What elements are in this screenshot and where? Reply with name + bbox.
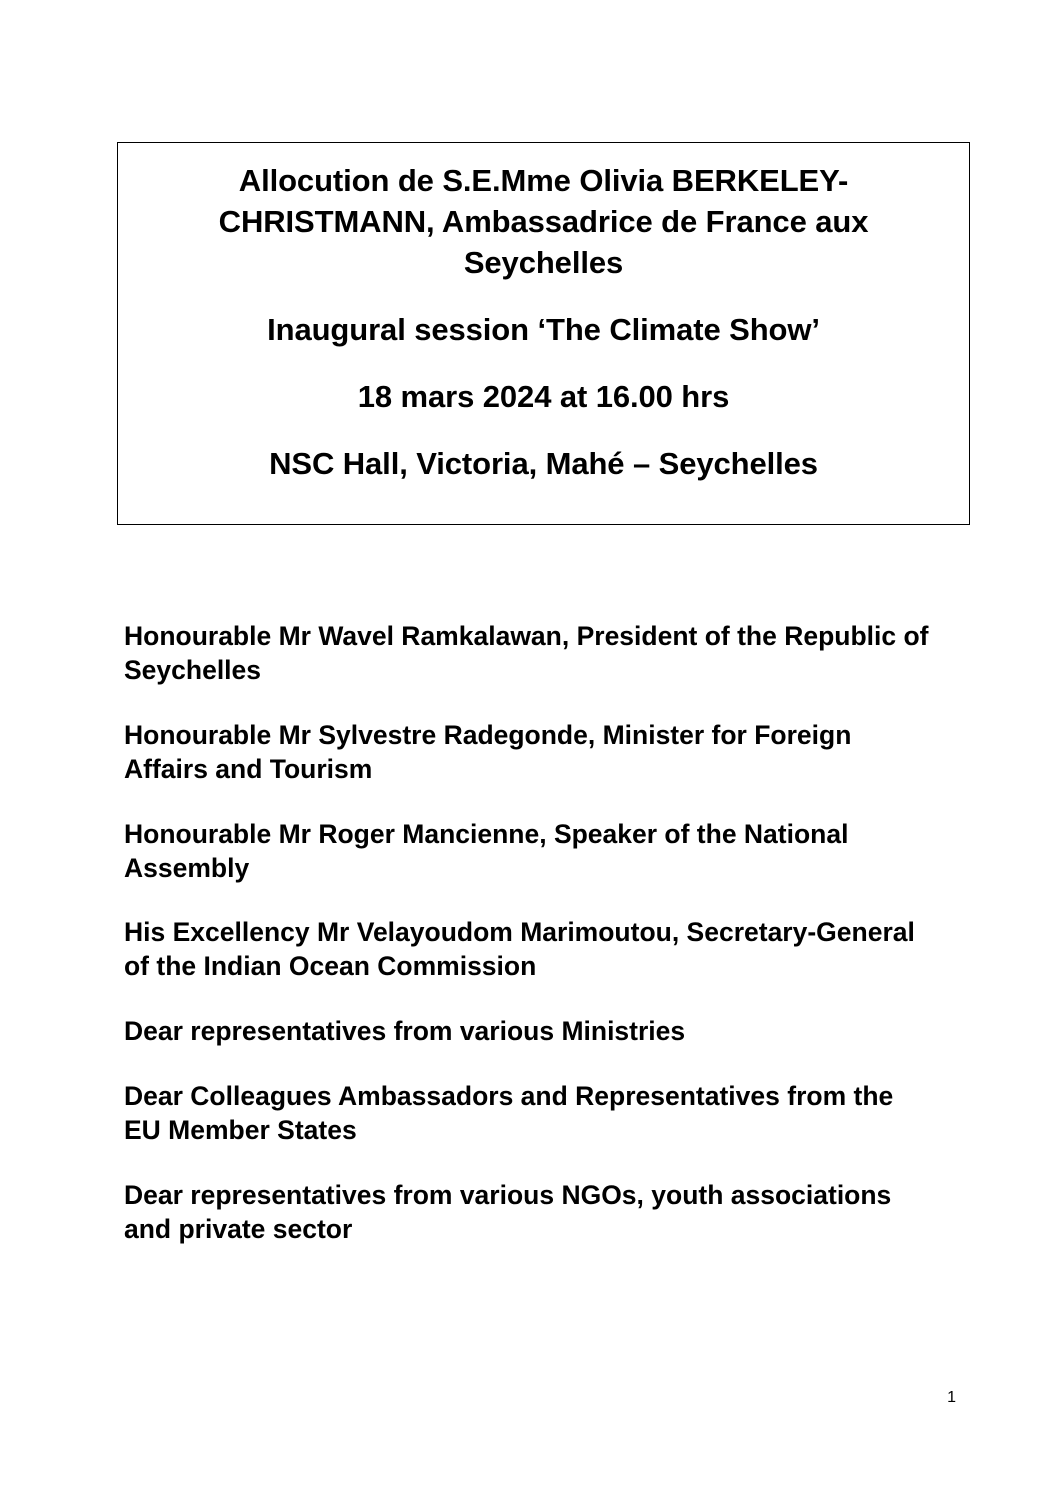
session-title: Inaugural session ‘The Climate Show’	[267, 311, 820, 347]
salutation-secretary-general-ioc: His Excellency Mr Velayoudom Marimoutou, Secretary-General of the Indian Ocean Commission	[124, 917, 915, 982]
title-box	[117, 142, 970, 525]
event-venue: NSC Hall, Victoria, Mahé – Seychelles	[269, 445, 818, 481]
salutation-ngos: Dear representatives from various NGOs, youth associations and private sector	[124, 1179, 892, 1244]
salutation-minister-foreign-affairs: Honourable Mr Sylvestre Radegonde, Minister for Foreign Affairs and Tourism	[124, 719, 852, 784]
salutations-block	[124, 620, 934, 1278]
salutation-speaker-national-assembly: Honourable Mr Roger Mancienne, Speaker of the National Assembly	[124, 818, 849, 883]
page-number: 1	[947, 1389, 956, 1406]
document-title: Allocution de S.E.Mme Olivia BERKELEY-CHRISTMANN, Ambassadrice de France aux Seychelles	[218, 163, 869, 280]
salutation-president: Honourable Mr Wavel Ramkalawan, President of the Republic of Seychelles	[124, 621, 929, 685]
event-datetime: 18 mars 2024 at 16.00 hrs	[357, 378, 730, 414]
salutation-ministries: Dear representatives from various Ministries	[124, 1016, 686, 1047]
salutation-eu-ambassadors: Dear Colleagues Ambassadors and Representatives from the EU Member States	[124, 1081, 894, 1146]
